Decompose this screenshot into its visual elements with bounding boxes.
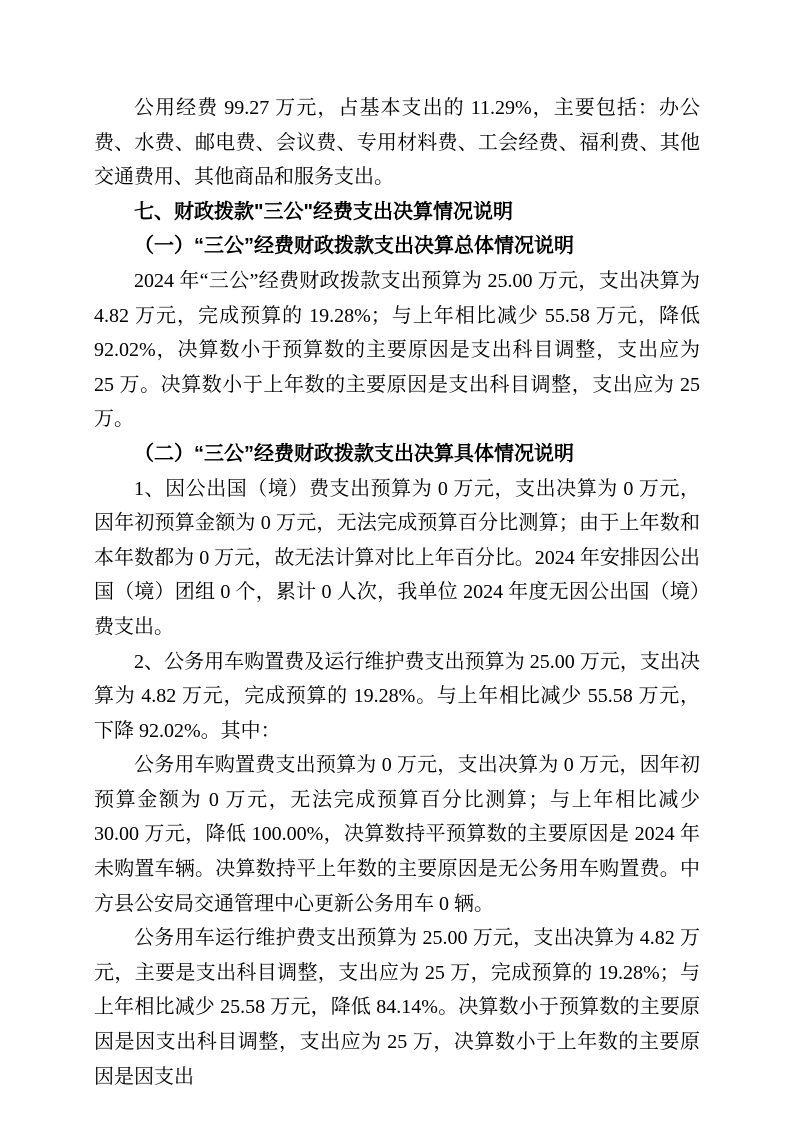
heading-subsection-one-overall: （一）“三公”经费财政拨款支出决算总体情况说明 (134, 235, 574, 258)
document-content (94, 91, 700, 1094)
paragraph-public-funds-summary: 公用经费 99.27 万元，占基本支出的 11.29%，主要包括：办公费、水费、邮电费、会议费、专用材料费、工会经费、福利费、其他交通费用、其他商品和服务支出。 (94, 97, 700, 189)
paragraph-vehicle-purchase: 公务用车购置费支出预算为 0 万元，支出决算为 0 万元，因年初预算金额为 0 万元，无法完成预算百分比测算；与上年相比减少 30.00 万元，降低 100.00%，决算数持平预算数的主要原因是 2024 年未购置车辆。决算数持平上年数的主要原因是无公务用车购置费。中方县公安局交通管理中心更新公务用车 0 辆。 (94, 754, 700, 915)
paragraph-vehicle-purchase-and-maintenance-total: 2、公务用车购置费及运行维护费支出预算为 25.00 万元，支出决算为 4.82 万元，完成预算的 19.28%。与上年相比减少 55.58 万元，下降 92.02%。其中： (94, 650, 700, 742)
heading-subsection-two-specific: （二）“三公”经费财政拨款支出决算具体情况说明 (134, 442, 574, 465)
heading-section-seven: 七、财政拨款"三公"经费支出决算情况说明 (134, 200, 513, 223)
paragraph-three-public-overall: 2024 年“三公”经费财政拨款支出预算为 25.00 万元，支出决算为 4.82 万元，完成预算的 19.28%；与上年相比减少 55.58 万元，降低 92.02%，决算数小于预算数的主要原因是支出科目调整，支出应为 25 万。决算数小于上年数的主要原因是支出科目调整，支出应为 25 万。 (94, 269, 700, 431)
paragraph-overseas-travel: 1、因公出国（境）费支出预算为 0 万元，支出决算为 0 万元，因年初预算金额为 0 万元，无法完成预算百分比测算；由于上年数和本年数都为 0 万元，故无法计算对比上年百分比。2024 年安排因公出国（境）团组 0 个，累计 0 人次，我单位 2024 年度无因公出国（境）费支出。 (94, 477, 700, 638)
paragraph-vehicle-maintenance: 公务用车运行维护费支出预算为 25.00 万元，支出决算为 4.82 万元，主要是支出科目调整，支出应为 25 万，完成预算的 19.28%；与上年相比减少 25.58 万元，降低 84.14%。决算数小于预算数的主要原因是因支出科目调整，支出应为 25 万，决算数小于上年数的主要原因是因支出 (94, 927, 700, 1088)
